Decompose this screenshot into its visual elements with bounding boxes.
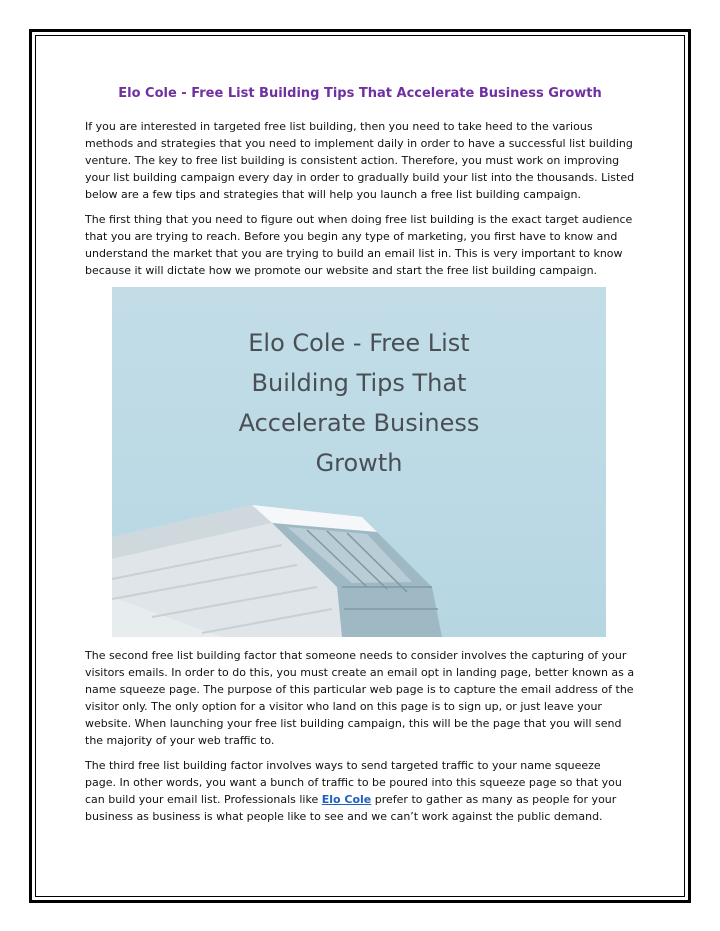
hero-title	[112, 323, 606, 483]
hero-title-line-2: Building Tips That	[251, 369, 467, 397]
paragraph-target-audience: The first thing that you need to figure out when doing free list building is the exact target audience that you are trying to reach. Before you begin any type of marketing, you first have to know and understand the market that you are trying to build an email list in. This is very important to know because it will dictate how we promote our website and start the free list building campaign.	[85, 213, 633, 277]
elo-cole-link[interactable]: Elo Cole	[321, 793, 372, 806]
hero-image	[112, 287, 606, 637]
hero-title-line-4: Growth	[315, 449, 403, 477]
hero-title-line-1: Elo Cole - Free List	[248, 329, 470, 357]
hero-title-line-3: Accelerate Business	[238, 409, 480, 437]
document-content	[85, 84, 635, 833]
paragraph-traffic-text-start: The third free list building factor involves ways to send targeted traffic to your name squeeze page. In other words, you want a bunch of traffic to be poured into this squeeze page so that you can build your email list. Professionals like	[85, 759, 622, 806]
paragraph-traffic-text-end: prefer to gather as many as people for your business as business is what people like to see and we can’t work against the public demand.	[85, 793, 617, 823]
paragraph-traffic	[85, 757, 635, 825]
page-title: Elo Cole - Free List Building Tips That Accelerate Business Growth	[118, 86, 602, 101]
paragraph-squeeze-page: The second free list building factor that someone needs to consider involves the capturing of your visitors emails. In order to do this, you must create an email opt in landing page, better known as a name squeeze page. The purpose of this particular web page is to capture the email address of the visitor only. The only option for a visitor who land on this page is to sign up, or just leave your website. When launching your free list building campaign, this will be the page that you will send the majority of your web traffic to.	[85, 649, 635, 747]
paragraph-intro: If you are interested in targeted free list building, then you need to take heed to the various methods and strategies that you need to implement daily in order to have a successful list building venture. The key to free list building is consistent action. Therefore, you must work on improving your list building campaign every day in order to gradually build your list into the thousands. Listed below are a few tips and strategies that will help you launch a free list building campaign.	[85, 120, 635, 201]
